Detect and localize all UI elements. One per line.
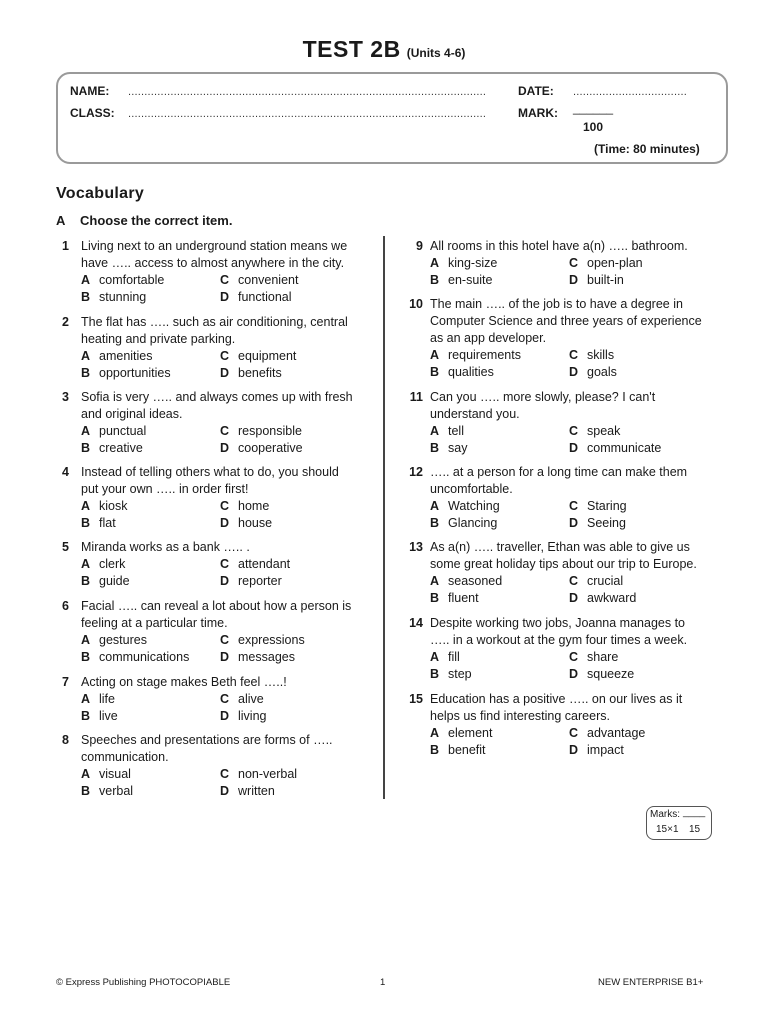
option-letter: D <box>569 743 579 757</box>
option-letter: A <box>81 273 91 287</box>
option-letter: B <box>81 290 91 304</box>
option-text: squeeze <box>587 667 635 681</box>
question-stem-line: Despite working two jobs, Joanna manages to <box>430 616 686 630</box>
option-letter: D <box>220 784 230 798</box>
question-number: 10 <box>409 297 423 311</box>
option-text: opportunities <box>99 366 171 380</box>
option-text: element <box>448 726 493 740</box>
class-field[interactable]: .............................................................................................................. <box>128 108 487 120</box>
answer-option-d[interactable] <box>569 515 626 532</box>
answer-option-b[interactable] <box>430 742 486 759</box>
option-letter: D <box>569 365 579 379</box>
option-text: visual <box>99 767 131 781</box>
option-text: Watching <box>448 499 500 513</box>
answer-option-b[interactable] <box>81 708 118 725</box>
mark-total: 100 <box>583 120 604 134</box>
option-letter: A <box>430 574 440 588</box>
question-stem-line: Computer Science and three years of experience <box>430 314 702 328</box>
question-stem <box>430 238 688 255</box>
answer-option-a[interactable] <box>81 348 153 365</box>
footer-page-number: 1 <box>380 977 386 988</box>
option-text: Glancing <box>448 516 498 530</box>
answer-option-c[interactable] <box>220 766 297 783</box>
option-text: amenities <box>99 349 153 363</box>
question-stem <box>81 539 250 556</box>
task-letter: A <box>56 213 66 228</box>
option-letter: B <box>430 365 440 379</box>
question-stem-line: The main ….. of the job is to have a degree in <box>430 297 683 311</box>
question-stem-line: Facial ….. can reveal a lot about how a person is <box>81 599 352 613</box>
option-text: speak <box>587 424 621 438</box>
answer-option-c[interactable] <box>569 423 620 440</box>
option-letter: A <box>430 726 440 740</box>
option-text: punctual <box>99 424 147 438</box>
answer-option-d[interactable] <box>220 708 267 725</box>
answer-option-c[interactable] <box>220 632 305 649</box>
option-letter: A <box>81 633 91 647</box>
answer-option-c[interactable] <box>220 498 269 515</box>
question-stem-line: and original ideas. <box>81 407 183 421</box>
question-number: 5 <box>62 540 69 554</box>
question-number: 1 <box>62 239 69 253</box>
option-text: gestures <box>99 633 147 647</box>
option-text: impact <box>587 743 624 757</box>
option-text: living <box>238 709 267 723</box>
marks-score-line[interactable]: ____ <box>683 807 706 818</box>
option-text: reporter <box>238 574 282 588</box>
answer-option-b[interactable] <box>81 440 143 457</box>
option-text: step <box>448 667 472 681</box>
marks-total: 15 <box>689 824 701 835</box>
date-label: DATE: <box>518 84 554 98</box>
option-text: say <box>448 441 468 455</box>
option-text: tell <box>448 424 464 438</box>
name-field[interactable]: .............................................................................................................. <box>128 86 487 98</box>
answer-option-c[interactable] <box>569 498 627 515</box>
option-letter: C <box>220 557 230 571</box>
option-text: creative <box>99 441 143 455</box>
answer-option-d[interactable] <box>220 515 272 532</box>
question-stem-line: put your own ….. in order first! <box>81 482 249 496</box>
answer-option-d[interactable] <box>569 666 634 683</box>
answer-option-c[interactable] <box>220 272 298 289</box>
question-stem-line: As a(n) ….. traveller, Ethan was able to give us <box>430 540 690 554</box>
name-label: NAME: <box>70 84 110 98</box>
answer-option-d[interactable] <box>569 742 624 759</box>
option-letter: A <box>81 692 91 706</box>
task-instruction <box>56 213 232 228</box>
page-title <box>0 36 768 63</box>
option-text: alive <box>238 692 264 706</box>
marks-box <box>646 806 712 840</box>
answer-option-d[interactable] <box>220 649 295 666</box>
option-text: flat <box>99 516 116 530</box>
answer-option-c[interactable] <box>220 423 302 440</box>
option-text: verbal <box>99 784 134 798</box>
option-text: messages <box>238 650 295 664</box>
option-text: open-plan <box>587 256 643 270</box>
option-letter: A <box>81 349 91 363</box>
answer-option-b[interactable] <box>430 440 467 457</box>
option-text: live <box>99 709 118 723</box>
option-text: convenient <box>238 273 299 287</box>
question-stem <box>430 615 687 649</box>
answer-option-a[interactable] <box>81 691 115 708</box>
answer-option-a[interactable] <box>81 423 146 440</box>
answer-option-d[interactable] <box>569 590 636 607</box>
question-number: 4 <box>62 465 69 479</box>
option-text: requirements <box>448 348 521 362</box>
option-letter: D <box>220 650 230 664</box>
answer-option-a[interactable] <box>81 498 127 515</box>
option-text: equipment <box>238 349 297 363</box>
answer-option-c[interactable] <box>569 649 618 666</box>
answer-option-d[interactable] <box>569 272 624 289</box>
question-stem <box>430 691 682 725</box>
question-stem <box>81 238 347 272</box>
option-letter: C <box>569 348 579 362</box>
option-text: en-suite <box>448 273 493 287</box>
question-stem-line: uncomfortable. <box>430 482 513 496</box>
question-stem <box>81 674 287 691</box>
answer-option-c[interactable] <box>220 691 264 708</box>
question-number: 2 <box>62 315 69 329</box>
footer-copyright: © Express Publishing PHOTOCOPIABLE <box>56 977 231 988</box>
question-stem <box>430 389 655 423</box>
answer-option-b[interactable] <box>81 515 116 532</box>
option-text: fill <box>448 650 460 664</box>
option-text: qualities <box>448 365 494 379</box>
answer-option-b[interactable] <box>81 649 189 666</box>
question-stem-line: ….. at a person for a long time can make them <box>430 465 688 479</box>
question-number: 6 <box>62 599 69 613</box>
question-number: 11 <box>409 390 423 404</box>
option-letter: C <box>220 349 230 363</box>
column-divider <box>383 236 385 799</box>
answer-option-b[interactable] <box>430 364 494 381</box>
option-text: king-size <box>448 256 498 270</box>
question-stem <box>81 314 348 348</box>
option-text: expressions <box>238 633 305 647</box>
option-letter: D <box>569 441 579 455</box>
option-text: crucial <box>587 574 624 588</box>
option-text: benefit <box>448 743 486 757</box>
option-letter: A <box>430 348 440 362</box>
question-stem-line: some great holiday tips about our trip to Europe. <box>430 557 697 571</box>
option-text: cooperative <box>238 441 303 455</box>
option-letter: D <box>220 366 230 380</box>
option-letter: D <box>220 516 230 530</box>
answer-option-b[interactable] <box>81 289 146 306</box>
question-number: 9 <box>416 239 423 253</box>
question-stem <box>81 732 333 766</box>
answer-option-b[interactable] <box>81 573 130 590</box>
question-stem <box>81 464 339 498</box>
option-letter: B <box>430 516 440 530</box>
option-letter: B <box>81 516 91 530</box>
option-letter: C <box>220 424 230 438</box>
option-letter: B <box>430 667 440 681</box>
option-letter: C <box>569 424 579 438</box>
option-letter: B <box>430 273 440 287</box>
option-text: skills <box>587 348 615 362</box>
question-stem-line: Speeches and presentations are forms of ….. <box>81 733 333 747</box>
class-label: CLASS: <box>70 106 115 120</box>
option-letter: C <box>220 273 230 287</box>
question-stem <box>430 464 687 498</box>
question-stem-line: Can you ….. more slowly, please? I can't <box>430 390 656 404</box>
option-text: functional <box>238 290 292 304</box>
option-letter: D <box>220 441 230 455</box>
test-title: TEST 2B <box>302 36 401 62</box>
option-letter: B <box>81 709 91 723</box>
answer-option-a[interactable] <box>81 766 131 783</box>
answer-option-c[interactable] <box>220 556 290 573</box>
option-letter: D <box>569 591 579 605</box>
option-letter: B <box>430 743 440 757</box>
question-stem-line: The flat has ….. such as air conditioning, central <box>81 315 348 329</box>
option-text: kiosk <box>99 499 128 513</box>
answer-option-d[interactable] <box>569 440 661 457</box>
option-letter: C <box>569 650 579 664</box>
question-number: 14 <box>409 616 423 630</box>
option-letter: A <box>430 499 440 513</box>
question-stem <box>430 539 697 573</box>
marks-label: Marks: <box>650 809 680 820</box>
question-stem-line: have ….. access to almost anywhere in the city. <box>81 256 345 270</box>
option-letter: D <box>220 574 230 588</box>
question-stem <box>81 389 353 423</box>
question-number: 3 <box>62 390 69 404</box>
question-stem-line: communication. <box>81 750 169 764</box>
option-text: home <box>238 499 270 513</box>
answer-option-a[interactable] <box>430 649 460 666</box>
option-text: share <box>587 650 619 664</box>
option-text: advantage <box>587 726 646 740</box>
question-stem-line: helps us find interesting careers. <box>430 709 610 723</box>
option-text: attendant <box>238 557 291 571</box>
answer-option-a[interactable] <box>81 272 164 289</box>
answer-option-d[interactable] <box>220 440 303 457</box>
answer-option-a[interactable] <box>81 556 125 573</box>
question-stem-line: Sofia is very ….. and always comes up with fresh <box>81 390 353 404</box>
option-letter: A <box>430 650 440 664</box>
question-number: 7 <box>62 675 69 689</box>
question-stem-line: understand you. <box>430 407 520 421</box>
mark-field[interactable]: ______ <box>573 101 614 115</box>
answer-option-b[interactable] <box>430 590 479 607</box>
task-text: Choose the correct item. <box>80 213 233 228</box>
question-number: 8 <box>62 733 69 747</box>
option-letter: B <box>81 650 91 664</box>
footer-book-title: NEW ENTERPRISE B1+ <box>598 977 704 988</box>
question-stem <box>430 296 702 347</box>
option-text: communicate <box>587 441 662 455</box>
date-field[interactable]: ................................... <box>573 86 687 98</box>
option-letter: C <box>569 499 579 513</box>
option-text: awkward <box>587 591 637 605</box>
option-text: non-verbal <box>238 767 298 781</box>
answer-option-d[interactable] <box>569 364 617 381</box>
answer-option-b[interactable] <box>430 272 492 289</box>
option-text: Staring <box>587 499 627 513</box>
time-note: (Time: 80 minutes) <box>594 142 700 156</box>
option-letter: D <box>569 516 579 530</box>
option-text: written <box>238 784 275 798</box>
question-stem-line: Miranda works as a bank ….. . <box>81 540 250 554</box>
answer-option-a[interactable] <box>430 573 502 590</box>
option-letter: A <box>430 256 440 270</box>
option-letter: B <box>430 441 440 455</box>
question-number: 13 <box>409 540 423 554</box>
option-text: seasoned <box>448 574 503 588</box>
question-stem <box>81 598 351 632</box>
question-stem-line: feeling at a particular time. <box>81 616 228 630</box>
option-letter: C <box>220 633 230 647</box>
option-text: comfortable <box>99 273 165 287</box>
option-letter: B <box>430 591 440 605</box>
option-text: Seeing <box>587 516 626 530</box>
option-letter: D <box>220 709 230 723</box>
option-text: goals <box>587 365 617 379</box>
option-letter: C <box>220 499 230 513</box>
answer-option-c[interactable] <box>569 573 623 590</box>
question-stem-line: Education has a positive ….. on our lives as it <box>430 692 683 706</box>
option-letter: C <box>220 692 230 706</box>
option-letter: B <box>81 784 91 798</box>
question-stem-line: Living next to an underground station means we <box>81 239 348 253</box>
option-letter: A <box>81 499 91 513</box>
answer-option-d[interactable] <box>220 289 292 306</box>
option-letter: A <box>81 767 91 781</box>
answer-option-a[interactable] <box>430 423 464 440</box>
option-text: house <box>238 516 273 530</box>
answer-option-b[interactable] <box>430 666 472 683</box>
option-text: responsible <box>238 424 302 438</box>
question-number: 15 <box>409 692 423 706</box>
answer-option-d[interactable] <box>220 573 282 590</box>
answer-option-b[interactable] <box>81 365 171 382</box>
answer-option-c[interactable] <box>569 347 614 364</box>
option-letter: C <box>569 726 579 740</box>
option-letter: D <box>569 273 579 287</box>
option-letter: A <box>430 424 440 438</box>
option-letter: D <box>220 290 230 304</box>
answer-option-c[interactable] <box>569 725 645 742</box>
question-stem-line: Instead of telling others what to do, you should <box>81 465 339 479</box>
answer-option-c[interactable] <box>220 348 296 365</box>
option-text: communications <box>99 650 190 664</box>
option-letter: B <box>81 441 91 455</box>
test-units: (Units 4-6) <box>406 46 466 60</box>
option-letter: A <box>81 557 91 571</box>
option-text: fluent <box>448 591 479 605</box>
question-stem-line: All rooms in this hotel have a(n) ….. bathroom. <box>430 239 688 253</box>
option-text: life <box>99 692 115 706</box>
option-letter: C <box>569 574 579 588</box>
option-letter: D <box>569 667 579 681</box>
answer-option-b[interactable] <box>81 783 133 800</box>
marks-calc: 15×1 <box>656 824 679 835</box>
option-text: built-in <box>587 273 624 287</box>
question-stem-line: heating and private parking. <box>81 332 236 346</box>
option-text: clerk <box>99 557 126 571</box>
option-letter: B <box>81 574 91 588</box>
answer-option-a[interactable] <box>430 725 492 742</box>
answer-option-b[interactable] <box>430 515 497 532</box>
question-stem-line: ….. in a workout at the gym four times a week. <box>430 633 688 647</box>
answer-option-d[interactable] <box>220 365 282 382</box>
answer-option-a[interactable] <box>81 632 147 649</box>
option-text: benefits <box>238 366 282 380</box>
option-text: guide <box>99 574 130 588</box>
option-text: stunning <box>99 290 147 304</box>
answer-option-a[interactable] <box>430 347 521 364</box>
answer-option-a[interactable] <box>430 255 497 272</box>
question-stem-line: as an app developer. <box>430 331 547 345</box>
section-title: Vocabulary <box>56 185 145 202</box>
option-letter: C <box>569 256 579 270</box>
mark-label: MARK: <box>518 106 558 120</box>
answer-option-c[interactable] <box>569 255 643 272</box>
answer-option-d[interactable] <box>220 783 275 800</box>
option-letter: A <box>81 424 91 438</box>
option-letter: C <box>220 767 230 781</box>
answer-option-a[interactable] <box>430 498 500 515</box>
question-number: 12 <box>409 465 423 479</box>
option-letter: B <box>81 366 91 380</box>
question-stem-line: Acting on stage makes Beth feel …..! <box>81 675 287 689</box>
